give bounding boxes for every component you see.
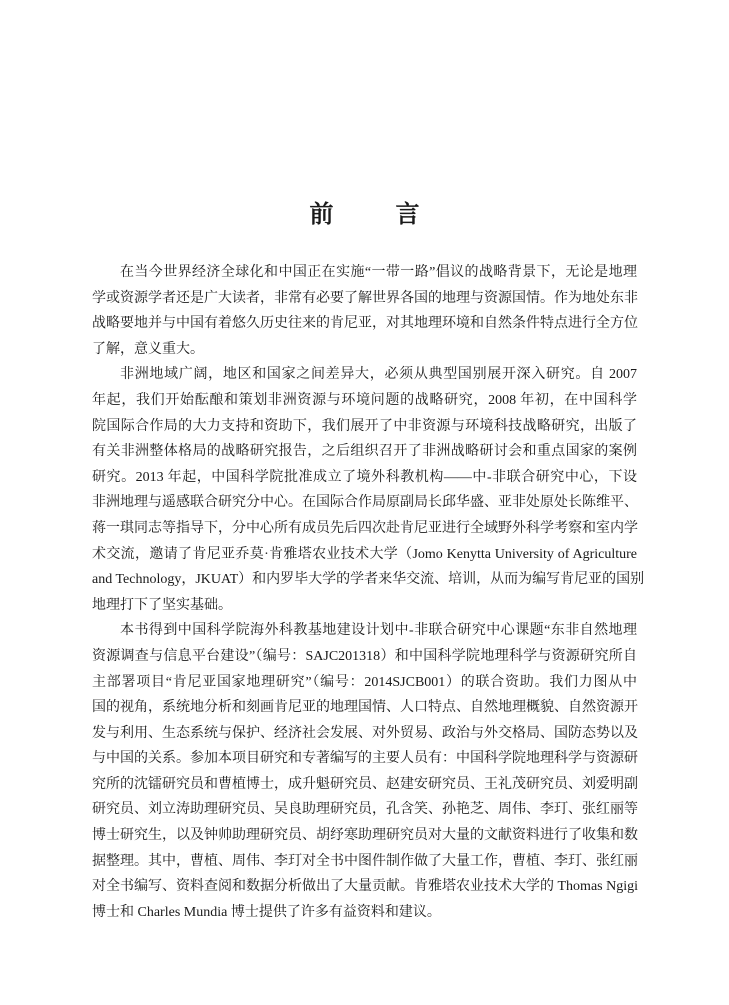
text-line: 国的视角，系统地分析和刻画肯尼亚的地理国情、人口特点、自然地理概貌、自然资源开 [92,700,638,716]
text-line: 学或资源学者还是广大读者，非常有必要了解世界各国的地理与资源国情。作为地处东非 [92,290,638,306]
text-line: 有关非洲整体格局的战略研究报告，之后组织召开了非洲战略研讨会和重点国家的案例 [92,444,637,460]
text-line: 地理打下了坚实基础。 [92,597,232,613]
paragraph [92,362,645,618]
text-line: 主部署项目“肯尼亚国家地理研究”（编号：2014SJCB001）的联合资助。我们力图从中 [92,674,637,690]
paragraph [92,260,637,362]
text-line: 在当今世界经济全球化和中国正在实施“一带一路”倡议的战略背景下，无论是地理 [120,265,637,280]
paragraph [92,618,637,925]
title-char: 言 [395,202,420,228]
text-line: 年起，我们开始酝酿和策划非洲资源与环境问题的战略研究，2008 年初，在中国科学 [92,392,637,408]
text-line: 与中国的关系。参加本项目研究和专著编写的主要人员有：中国科学院地理科学与资源研 [92,751,638,767]
text-line: 研究员、刘立涛助理研究员、吴良助理研究员，孔含笑、孙艳芝、周伟、李玎、张红丽等 [92,802,638,818]
text-line: 博士研究生，以及钟帅助理研究员、胡纾寒助理研究员对大量的文献资料进行了收集和数 [92,828,638,844]
text-line: 了解，意义重大。 [92,341,204,357]
title-char: 前 [309,202,334,228]
text-line: 战略要地并与中国有着悠久历史往来的肯尼亚，对其地理环境和自然条件特点进行全方位 [92,316,638,332]
text-line: 博士和 Charles Mundia 博士提供了许多有益资料和建议。 [92,904,441,920]
text-line: 研究。2013 年起，中国科学院批准成立了境外科教机构——中-非联合研究中心，下设 [92,469,637,485]
text-line: 蒋一琪同志等指导下，分中心所有成员先后四次赴肯尼亚进行全域野外科学考察和室内学 [92,520,638,536]
text-line: 资源调查与信息平台建设”（编号：SAJC201318）和中国科学院地理科学与资源研究所自 [92,648,637,664]
text-line: 术交流，邀请了肯尼亚乔莫·肯雅塔农业技术大学（Jomo Kenytta University of Agriculture [92,546,637,562]
text-line: 发与利用、生态系统与保护、经济社会发展、对外贸易、政治与外交格局、国防态势以及 [92,725,638,741]
text-line: 非洲地域广阔，地区和国家之间差异大，必须从典型国别展开深入研究。自 2007 [120,367,637,383]
text-line: 本书得到中国科学院海外科教基地建设计划中-非联合研究中心课题“东非自然地理 [120,623,637,639]
preface-body [92,260,645,925]
text-line: 非洲地理与遥感联合研究分中心。在国际合作局原副局长邱华盛、亚非处原处长陈维平、 [92,495,638,511]
text-line: 据整理。其中，曹植、周伟、李玎对全书中图件制作做了大量工作，曹植、李玎、张红丽 [92,853,638,869]
text-line: 对全书编写、资料查阅和数据分析做出了大量贡献。肯雅塔农业技术大学的 Thomas Ngigi [92,879,638,895]
page-title [0,198,729,232]
text-line: and Technology，JKUAT）和内罗毕大学的学者来华交流、培训，从而为编写肯尼亚的国别 [92,572,645,588]
text-line: 究所的沈镭研究员和曹植博士，成升魁研究员、赵建安研究员、王礼茂研究员、刘爱明副 [92,776,638,792]
text-line: 院国际合作局的大力支持和资助下，我们展开了中非资源与环境科技战略研究，出版了 [92,418,637,434]
